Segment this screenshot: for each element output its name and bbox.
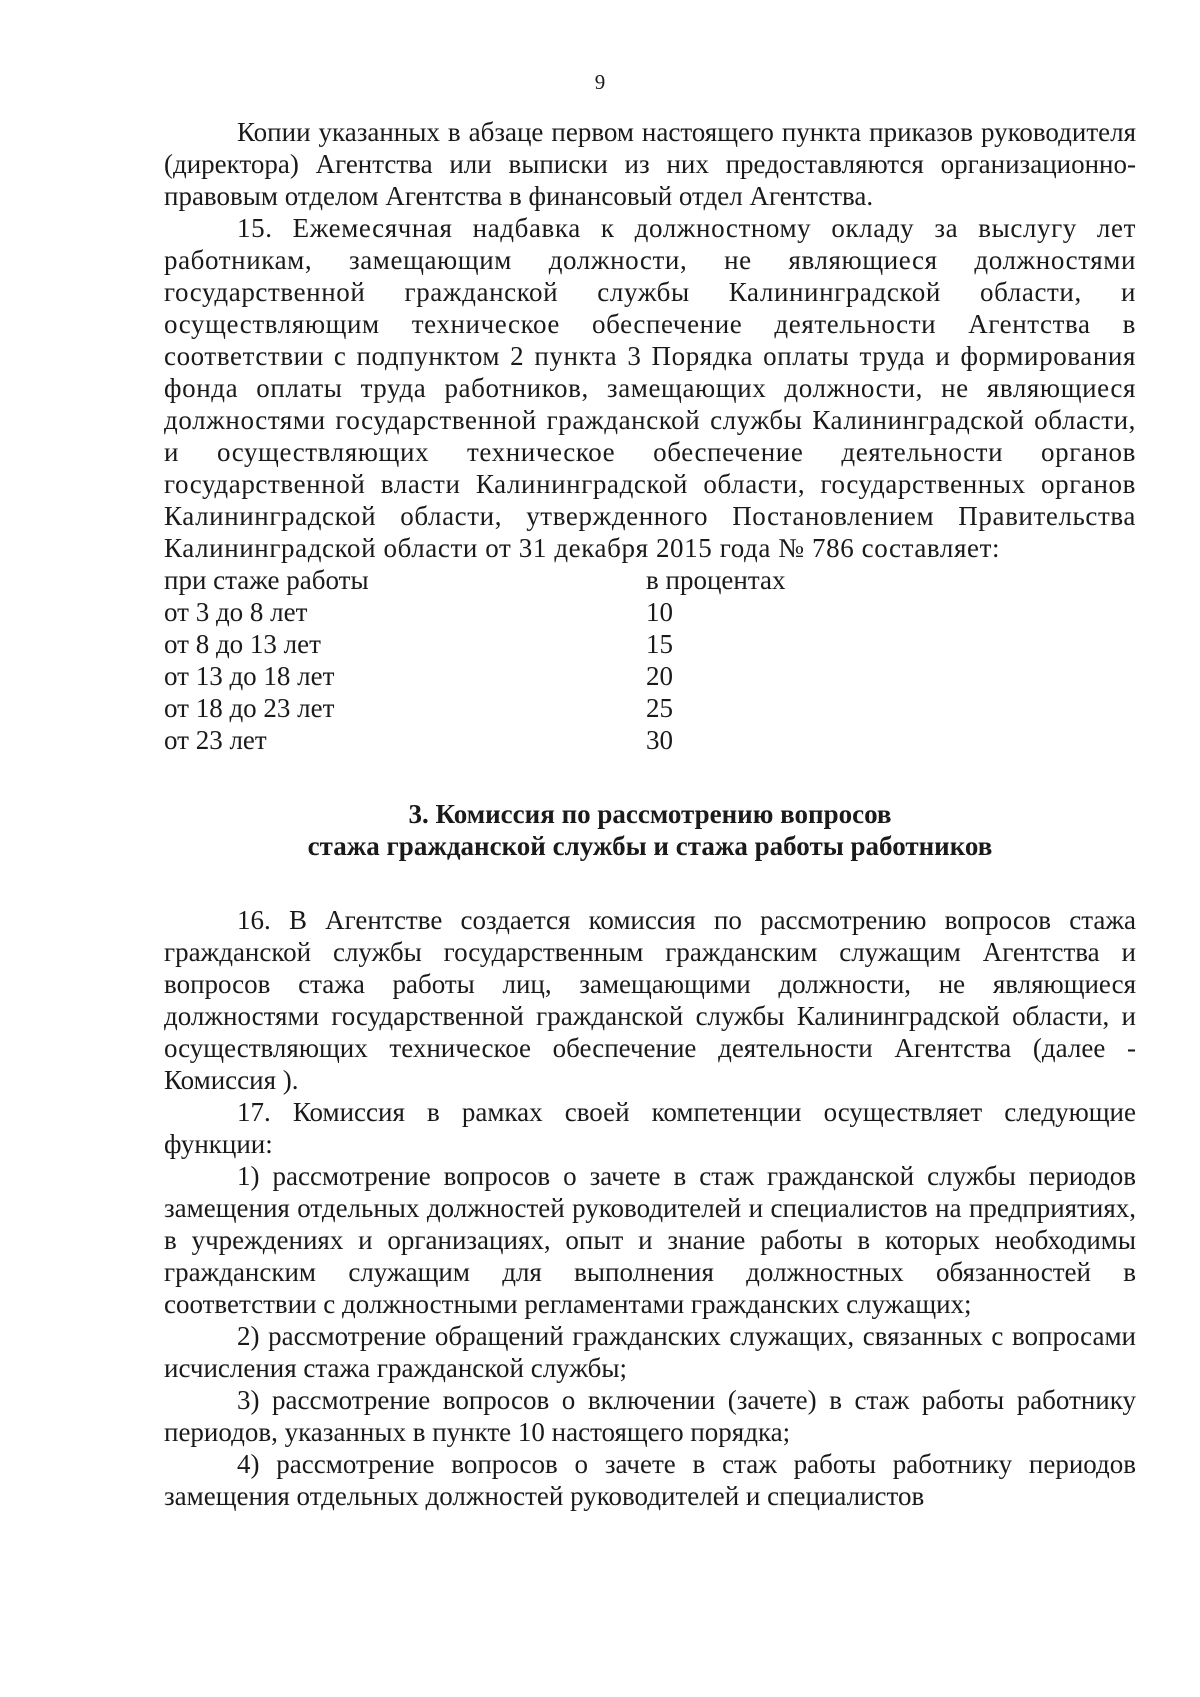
table-row (164, 724, 1136, 756)
page-number: 9 (594, 70, 606, 94)
table-cell-experience: от 18 до 23 лет (164, 693, 335, 723)
table-cell-experience: от 3 до 8 лет (164, 597, 308, 627)
section-3-heading (164, 798, 1136, 862)
table-header-percent: в процентах (646, 565, 786, 595)
intro-paragraph: Копии указанных в абзаце первом настоящего пункта приказов руководителя (директора) Агентства или выписки из них предоставляются организационно-правовым отделом Агентства в финансовый отдел Агентства. (164, 117, 1136, 211)
function-item-4: 4) рассмотрение вопросов о зачете в стаж работы работнику периодов замещения отдельных должностей руководителей и специалистов (164, 1449, 1136, 1511)
function-item-2: 2) рассмотрение обращений гражданских служащих, связанных с вопросами исчисления стажа гражданской службы; (164, 1321, 1136, 1383)
paragraph-16: 16. В Агентстве создается комиссия по рассмотрению вопросов стажа гражданской службы государственным гражданским служащим Агентства и вопросов стажа работы лиц, замещающими должности, не являющиеся должностями государственной гражданской службы Калининградской области, и осуществляющих техническое обеспечение деятельности Агентства (далее - Комиссия ). (164, 905, 1136, 1095)
table-cell-experience: от 23 лет (164, 725, 267, 755)
document-body (164, 116, 1136, 1512)
table-header-row (164, 564, 1136, 596)
function-item-1: 1) рассмотрение вопросов о зачете в стаж гражданской службы периодов замещения отдельных должностей руководителей и специалистов на предприятиях, в учреждениях и организациях, опыт и знание работы в которых необходимы гражданским служащим для выполнения должностных обязанностей в соответствии с должностными регламентами гражданских служащих; (164, 1161, 1136, 1319)
table-cell-percent: 25 (646, 693, 673, 723)
table-row (164, 628, 1136, 660)
table-row (164, 596, 1136, 628)
table-cell-experience: от 13 до 18 лет (164, 661, 335, 691)
paragraph-17: 17. Комиссия в рамках своей компетенции осуществляет следующие функции: (164, 1097, 1136, 1159)
section-3-title-line-1: 3. Комиссия по рассмотрению вопросов (408, 799, 892, 829)
function-item-3: 3) рассмотрение вопросов о включении (зачете) в стаж работы работнику периодов, указанных в пункте 10 настоящего порядка; (164, 1385, 1136, 1447)
section-3-title-line-2: стажа гражданской службы и стажа работы работников (307, 831, 993, 861)
seniority-table (164, 564, 1136, 756)
table-row (164, 692, 1136, 724)
table-cell-percent: 20 (646, 661, 673, 691)
table-cell-percent: 10 (646, 597, 673, 627)
table-row (164, 660, 1136, 692)
table-header-experience: при стаже работы (164, 565, 369, 595)
paragraph-15: 15. Ежемесячная надбавка к должностному окладу за выслугу лет работникам, замещающим должности, не являющиеся должностями государственной гражданской службы Калининградской области, и осуществляющим техническое обеспечение деятельности Агентства в соответствии с подпунктом 2 пункта 3 Порядка оплаты труда и формирования фонда оплаты труда работников, замещающих должности, не являющиеся должностями государственной гражданской службы Калининградской области, и осуществляющих техническое обеспечение деятельности органов государственной власти Калининградской области, государственных органов Калининградской области, утвержденного Постановлением Правительства Калининградской области от 31 декабря 2015 года № 786 составляет: (164, 213, 1136, 563)
table-cell-percent: 30 (646, 725, 673, 755)
table-cell-percent: 15 (646, 629, 673, 659)
table-cell-experience: от 8 до 13 лет (164, 629, 321, 659)
